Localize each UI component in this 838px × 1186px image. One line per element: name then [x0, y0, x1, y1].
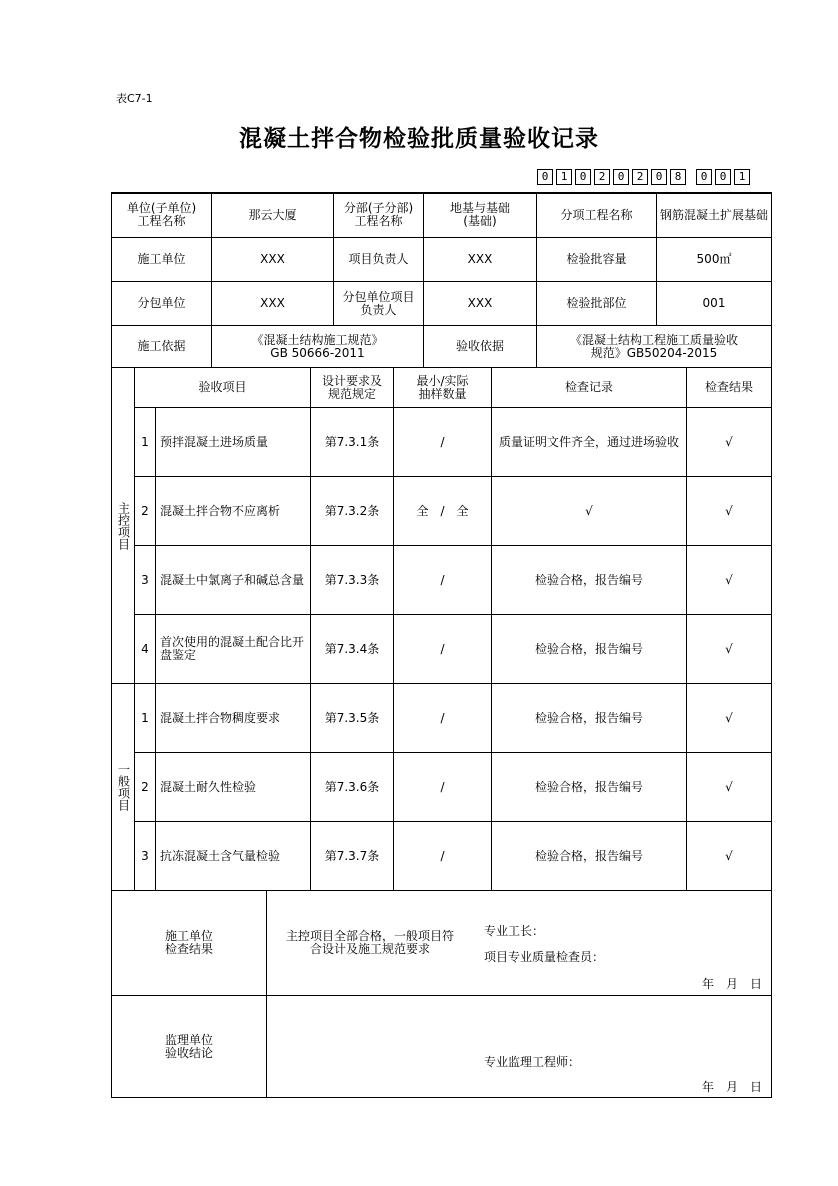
project-manager-label: 项目负责人 [348, 252, 409, 266]
item-number: 1 [141, 434, 149, 449]
item-record: 检验合格，报告编号 [534, 641, 643, 656]
item-name: 混凝土中氯离子和碱总含量 [160, 572, 305, 587]
item-name: 混凝土拌合物不应离析 [160, 503, 281, 518]
batch-code [537, 169, 753, 185]
contractor-label: 施工单位 [137, 252, 186, 266]
code-digit: 2 [632, 169, 648, 185]
code-digit: 1 [556, 169, 572, 185]
item-sample: / [440, 710, 445, 725]
code-digit: 0 [575, 169, 591, 185]
item-number: 3 [141, 848, 149, 863]
item-name-value: 钢筋混凝土扩展基础 [660, 207, 769, 222]
item-record: 检验合格，报告编号 [534, 848, 643, 863]
batch-capacity-value: 500㎡ [696, 252, 732, 266]
code-digit: 8 [670, 169, 686, 185]
item-spec: 第7.3.7条 [324, 848, 380, 863]
code-digit: 0 [537, 169, 553, 185]
code-digit: 0 [715, 169, 731, 185]
division-name-value: 地基与基础 (基础) [449, 201, 510, 228]
col-acceptance-item: 验收项目 [198, 380, 247, 394]
item-name: 混凝土拌合物稠度要求 [160, 710, 281, 725]
code-digit: 2 [594, 169, 610, 185]
sub-pm-value: XXX [467, 296, 493, 310]
batch-location-label: 检验批部位 [566, 296, 627, 310]
item-spec: 第7.3.3条 [324, 572, 380, 587]
item-name: 预拌混凝土进场质量 [160, 434, 269, 449]
item-spec: 第7.3.1条 [324, 434, 380, 449]
item-spec: 第7.3.6条 [324, 779, 380, 794]
subcontractor-value: XXX [260, 296, 285, 310]
col-sample: 最小/实际 抽样数量 [416, 373, 469, 401]
item-result: √ [725, 779, 733, 794]
supervisor-conclusion-label: 监理单位 验收结论 [164, 1032, 213, 1060]
item-sample: / [440, 572, 445, 587]
supervising-engineer-signature-label: 专业监理工程师： [484, 1055, 581, 1069]
item-spec: 第7.3.2条 [324, 503, 380, 518]
contractor-value: XXX [260, 252, 285, 266]
col-record: 检查记录 [564, 380, 613, 394]
form-number: 表C7-1 [116, 92, 153, 105]
item-result: √ [725, 641, 733, 656]
item-sample: / [440, 434, 445, 449]
batch-location-value: 001 [702, 296, 726, 310]
item-sample: 全 / 全 [416, 503, 469, 518]
item-result: √ [725, 848, 733, 863]
division-name-label: 分部(子分部) 工程名称 [343, 201, 414, 228]
project-manager-value: XXX [467, 252, 493, 266]
item-result: √ [725, 434, 733, 449]
quality-inspector-signature-label: 项目专业质量检查员： [484, 950, 605, 964]
item-result: √ [725, 710, 733, 725]
item-record: 检验合格，报告编号 [534, 710, 643, 725]
acceptance-basis-value: 《混凝土结构工程施工质量验收 规范》GB50204-2015 [569, 332, 738, 360]
item-sample: / [440, 779, 445, 794]
item-number: 2 [141, 503, 149, 518]
foreman-signature-label: 专业工长： [484, 924, 545, 938]
code-digit: 1 [734, 169, 750, 185]
item-result: √ [725, 572, 733, 587]
item-name: 混凝土耐久性检验 [160, 779, 257, 794]
item-record: 检验合格，报告编号 [534, 779, 643, 794]
acceptance-basis-label: 验收依据 [455, 339, 504, 353]
item-result: √ [725, 503, 733, 518]
item-spec: 第7.3.5条 [324, 710, 380, 725]
item-spec: 第7.3.4条 [324, 641, 380, 656]
item-number: 1 [141, 710, 149, 725]
item-name: 抗冻混凝土含气量检验 [160, 848, 281, 863]
contractor-conclusion: 主控项目全部合格，一般项目符 合设计及施工规范要求 [285, 929, 454, 956]
batch-capacity-label: 检验批容量 [566, 252, 627, 266]
unit-name-label: 单位(子单位) 工程名称 [126, 201, 197, 228]
item-name-label: 分项工程名称 [560, 207, 633, 222]
item-sample: / [440, 848, 445, 863]
code-digit: 0 [651, 169, 667, 185]
subcontractor-label: 分包单位 [137, 296, 186, 310]
item-number: 4 [141, 641, 149, 656]
col-result: 检查结果 [704, 380, 753, 394]
code-digit: 0 [696, 169, 712, 185]
item-number: 2 [141, 779, 149, 794]
item-sample: / [440, 641, 445, 656]
contractor-inspection-label: 施工单位 检查结果 [164, 929, 213, 956]
page-title: 混凝土拌合物检验批质量验收记录 [239, 126, 599, 152]
item-record: √ [585, 503, 593, 518]
unit-name-value: 那云大厦 [248, 207, 297, 222]
col-spec: 设计要求及 规范规定 [321, 373, 382, 401]
construction-basis-label: 施工依据 [137, 339, 186, 353]
supervisor-date: 年 月 日 [702, 1080, 763, 1094]
main-control-group-label: 主控项目 [116, 501, 131, 550]
item-name: 首次使用的混凝土配合比开盘鉴定 [160, 635, 305, 662]
general-group-label: 一般项目 [116, 763, 131, 811]
code-digit: 0 [613, 169, 629, 185]
item-record: 检验合格，报告编号 [534, 572, 643, 587]
item-number: 3 [141, 572, 149, 587]
contractor-date: 年 月 日 [702, 977, 763, 991]
item-record: 质量证明文件齐全，通过进场验收 [498, 434, 679, 449]
construction-basis-value: 《混凝土结构施工规范》 GB 50666-2011 [251, 332, 384, 360]
sub-pm-label: 分包单位项目 负责人 [342, 289, 415, 317]
